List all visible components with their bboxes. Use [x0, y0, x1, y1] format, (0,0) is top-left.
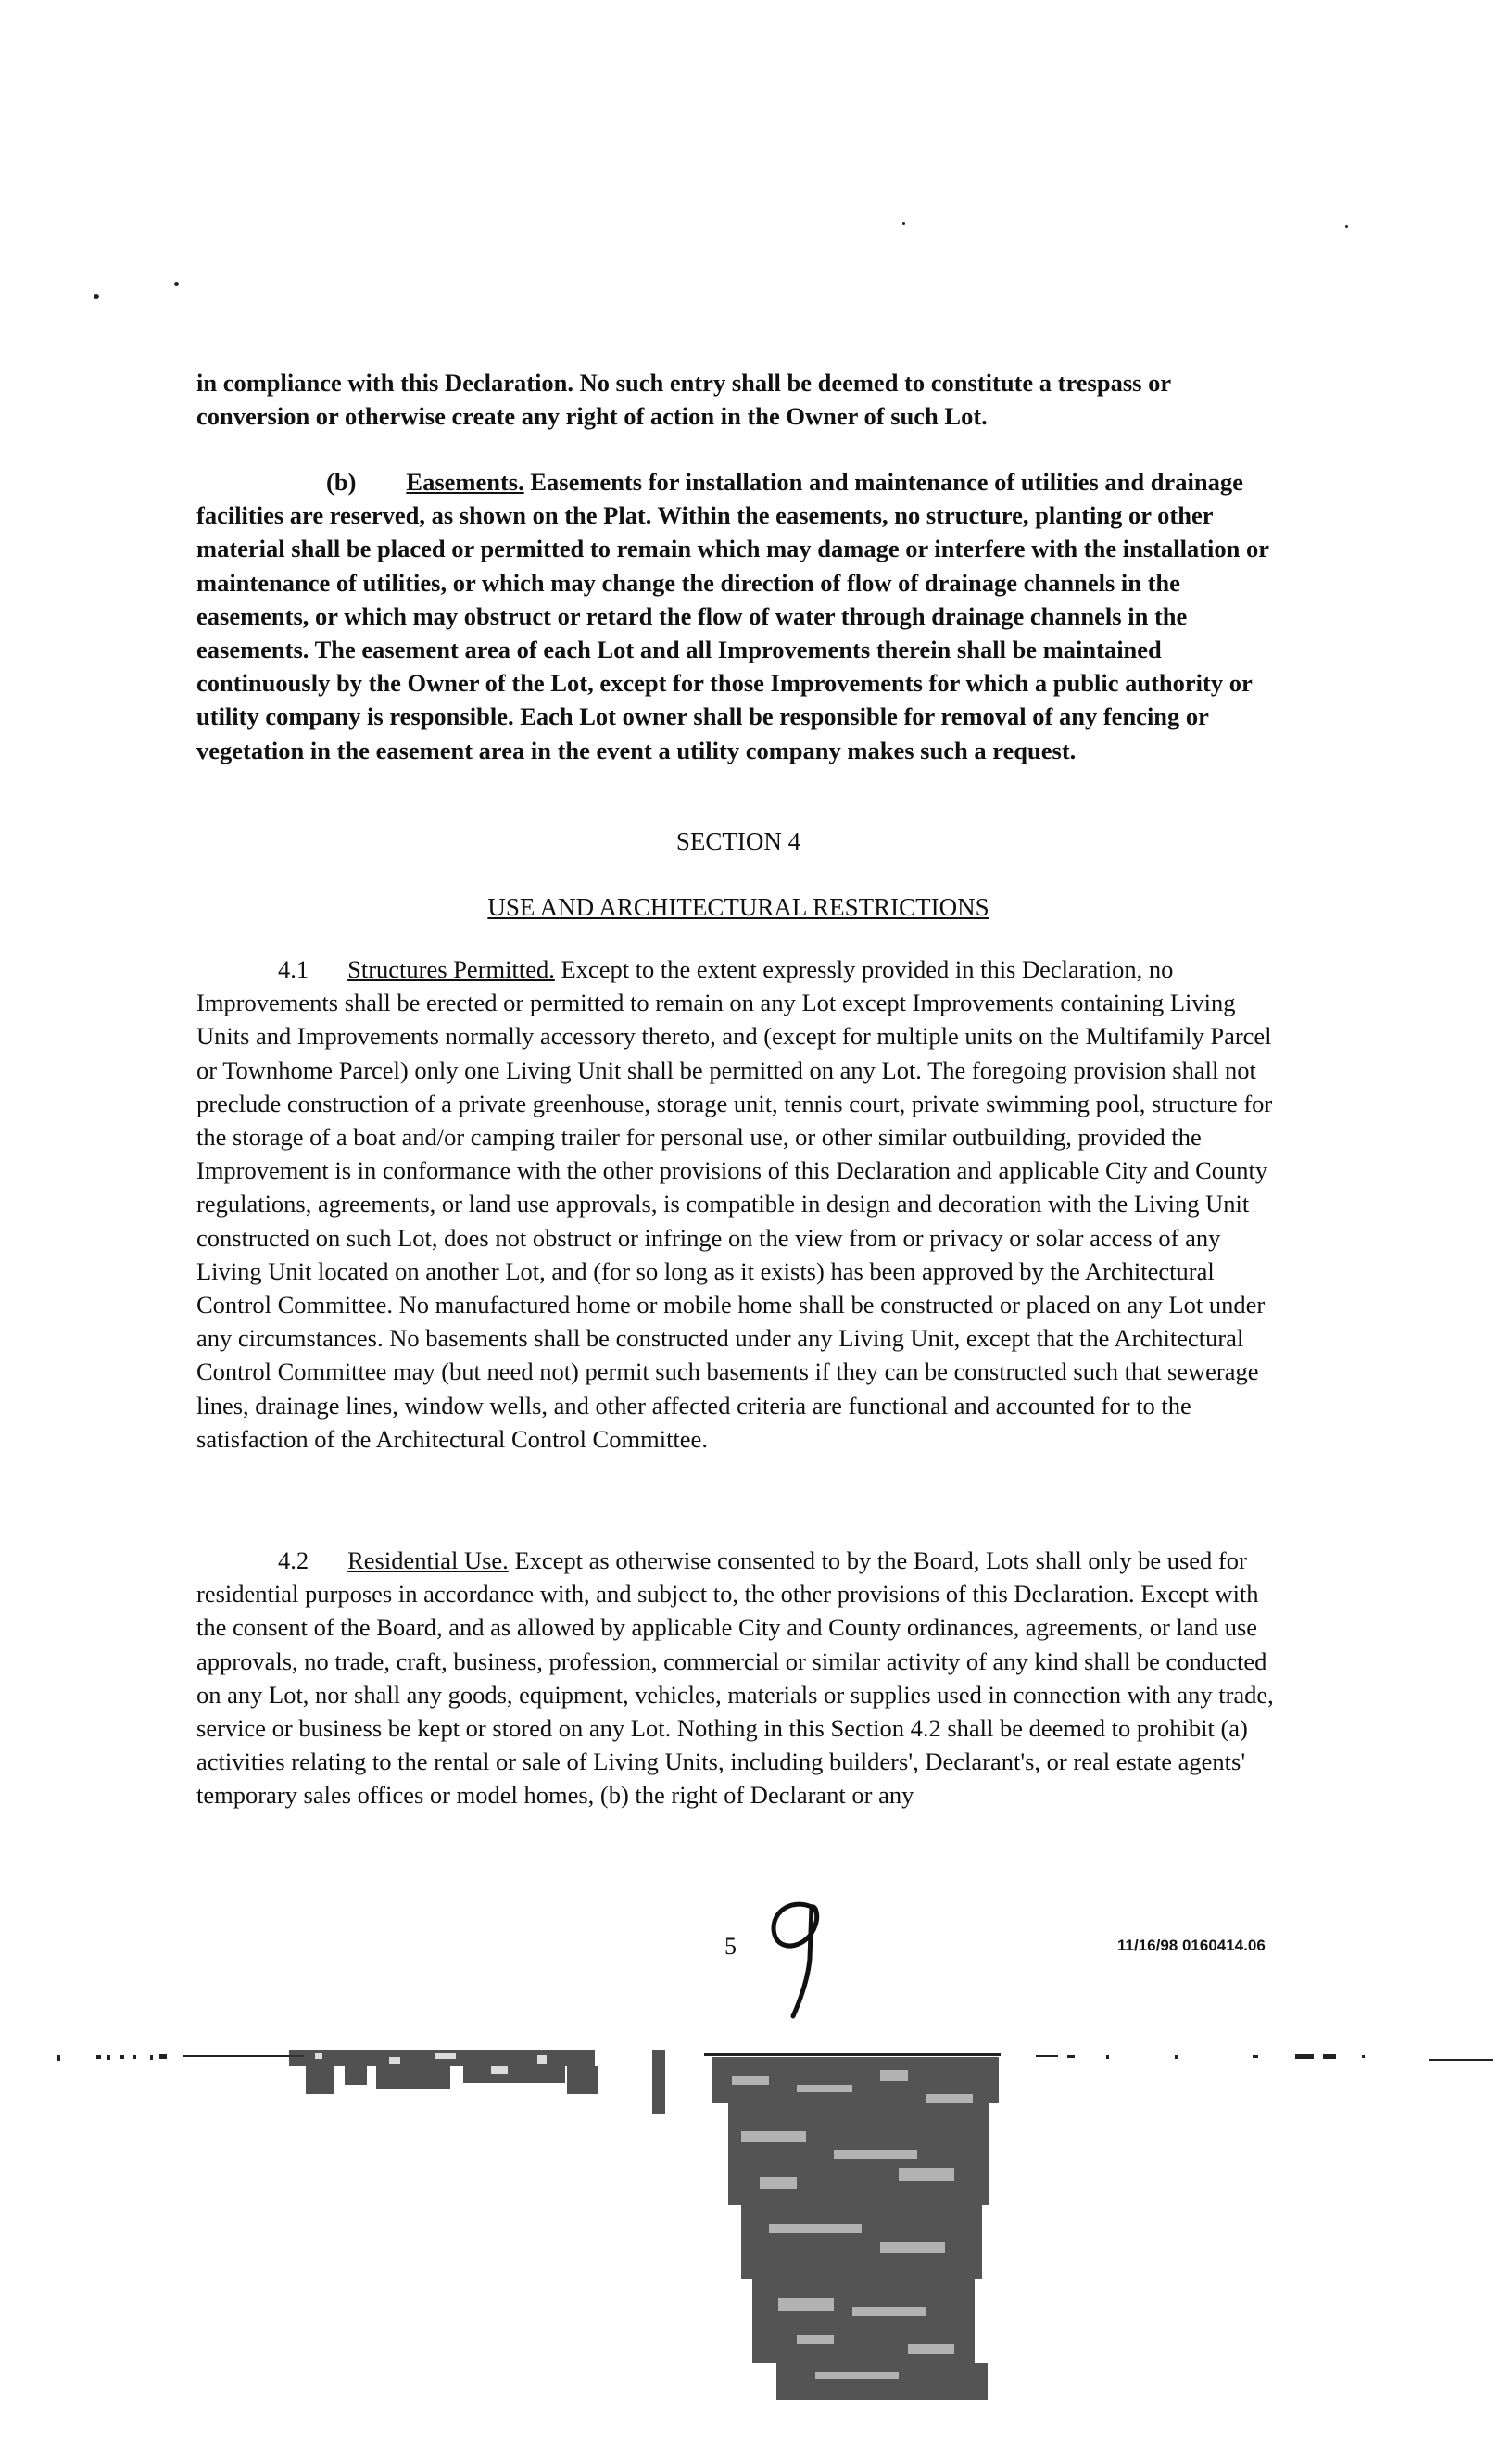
scan-speck [174, 282, 179, 286]
easements-heading: Easements. [406, 468, 524, 496]
paragraph-easements [196, 465, 1280, 767]
easements-label: (b) [326, 468, 357, 496]
paragraph-intro: in compliance with this Declaration. No such entry shall be deemed to constitute a trespass or conversion or otherwise create any right of action in the Owner of such Lot. [196, 369, 1171, 431]
scan-speck [902, 222, 905, 225]
scan-noise [0, 2029, 1512, 2455]
subsection-4-1-heading: Structures Permitted. [347, 955, 555, 983]
subsection-4-2-body: Except as otherwise consented to by the Board, Lots shall only be used for residential purposes in accordance with, and subject to, the other provisions of this Declaration. Except with the consent of the Board, and as allowed by applicable City and County ordinances, agreements, or land use approvals, no trade, craft, business, profession, commercial or similar activity of any kind shall be conducted on any Lot, nor shall any goods, equipment, vehicles, materials or supplies used in connection with any trade, service or business be kept or stored on any Lot. Nothing in this Section 4.2 shall be deemed to prohibit (a) activities relating to the rental or sale of Living Units, including builders', Declarant's, or real estate agents' temporary sales offices or model homes, (b) the right of Declarant or any [196, 1546, 1274, 1810]
subsection-4-1-number: 4.1 [278, 955, 309, 983]
document-code: 11/16/98 0160414.06 [1117, 1937, 1266, 1954]
section-title: USE AND ARCHITECTURAL RESTRICTIONS [487, 893, 989, 921]
section-number: SECTION 4 [675, 827, 801, 855]
handwritten-number-9 [758, 1887, 841, 2026]
subsection-4-1-body: Except to the extent expressly provided in this Declaration, no Improvements shall be erected or permitted to remain on any Lot except Improvements containing Living Units and Improvements normally accessory thereto, and (except for multiple units on the Multifamily Parcel or Townhome Parcel) only one Living Unit shall be permitted on any Lot. The foregoing provision shall not preclude construction of a private greenhouse, storage unit, tennis court, private swimming pool, structure for the storage of a boat and/or camping trailer for personal use, or other similar outbuilding, provided the Improvement is in conformance with the other provisions of this Declaration and applicable City and County regulations, agreements, or land use approvals, is compatible in design and decoration with the Living Unit constructed on such Lot, does not obstruct or infringe on the view from or privacy or solar access of any Living Unit located on another Lot, and (for so long as it exists) has been approved by the Architectural Control Committee. No manufactured home or mobile home shall be constructed or placed on any Lot under any circumstances. No basements shall be constructed under any Living Unit, except that the Architectural Control Committee may (but need not) permit such basements if they can be constructed such that sewerage lines, drainage lines, window wells, and other affected criteria are functional and accounted for to the satisfaction of the Architectural Control Committee. [196, 955, 1273, 1453]
subsection-4-1 [196, 953, 1280, 1456]
page-number: 5 [724, 1933, 737, 1960]
scan-speck [94, 294, 99, 299]
subsection-4-2-heading: Residential Use. [347, 1546, 509, 1574]
subsection-4-2-number: 4.2 [278, 1546, 309, 1574]
subsection-4-2 [196, 1544, 1280, 1812]
scan-speck [1345, 225, 1348, 228]
easements-body: Easements for installation and maintenance of utilities and drainage facilities are reserved, as shown on the Plat. Within the easements, no structure, planting or other material shall be placed or permitted to remain which may damage or interfere with the installation or maintenance of utilities, or which may change the direction of flow of drainage channels in the easements, or which may obstruct or retard the flow of water through drainage channels in the easements. The easement area of each Lot and all Improvements therein shall be maintained continuously by the Owner of the Lot, except for those Improvements for which a public authority or utility company is responsible. Each Lot owner shall be responsible for removal of any fencing or vegetation in the easement area in the event a utility company makes such a request. [196, 468, 1269, 764]
